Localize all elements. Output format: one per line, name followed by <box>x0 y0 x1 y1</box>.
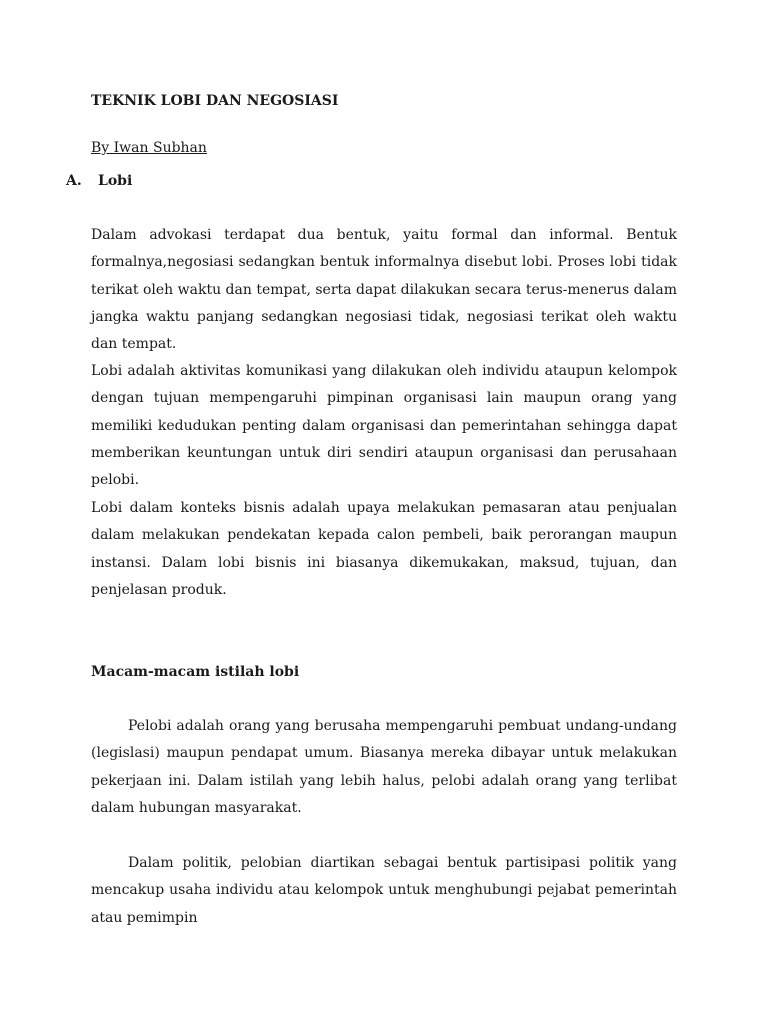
paragraph-2: Lobi adalah aktivitas komunikasi yang dilakukan oleh individu ataupun kelompok dengan tujuan mempengaruhi pimpinan organisasi lain maupun orang yang memiliki kedudukan penting dalam organisasi dan pemerintahan sehingga dapat memberikan keuntungan untuk diri sendiri ataupun organisasi dan perusahaan pelobi. <box>91 363 677 489</box>
subheading-macam-istilah: Macam-macam istilah lobi <box>91 664 300 680</box>
section-heading-a <box>66 173 132 189</box>
section-number: A. <box>66 173 82 189</box>
sub-paragraph-1: Pelobi adalah orang yang berusaha mempengaruhi pembuat undang-undang (legislasi) maupun pendapat umum. Biasanya mereka dibayar untuk melakukan pekerjaan ini. Dalam istilah yang lebih halus, pelobi adalah orang yang terlibat dalam hubungan masyarakat. <box>91 718 677 816</box>
paragraph-1: Dalam advokasi terdapat dua bentuk, yaitu formal dan informal. Bentuk formalnya,negosiasi sedangkan bentuk informalnya disebut lobi. Proses lobi tidak terikat oleh waktu dan tempat, serta dapat dilakukan secara terus-menerus dalam jangka waktu panjang sedangkan negosiasi tidak, negosiasi terikat oleh waktu dan tempat. <box>91 227 677 353</box>
document-title: TEKNIK LOBI DAN NEGOSIASI <box>91 93 339 109</box>
section-title: Lobi <box>98 173 133 189</box>
sub-paragraph-2: Dalam politik, pelobian diartikan sebagai bentuk partisipasi politik yang mencakup usaha individu atau kelompok untuk menghubungi pejabat pemerintah atau pemimpin <box>91 855 677 926</box>
document-author: By Iwan Subhan <box>91 140 207 156</box>
paragraph-3: Lobi dalam konteks bisnis adalah upaya melakukan pemasaran atau penjualan dalam melakukan pendekatan kepada calon pembeli, baik perorangan maupun instansi. Dalam lobi bisnis ini biasanya dikemukakan, maksud, tujuan, dan penjelasan produk. <box>91 500 677 598</box>
